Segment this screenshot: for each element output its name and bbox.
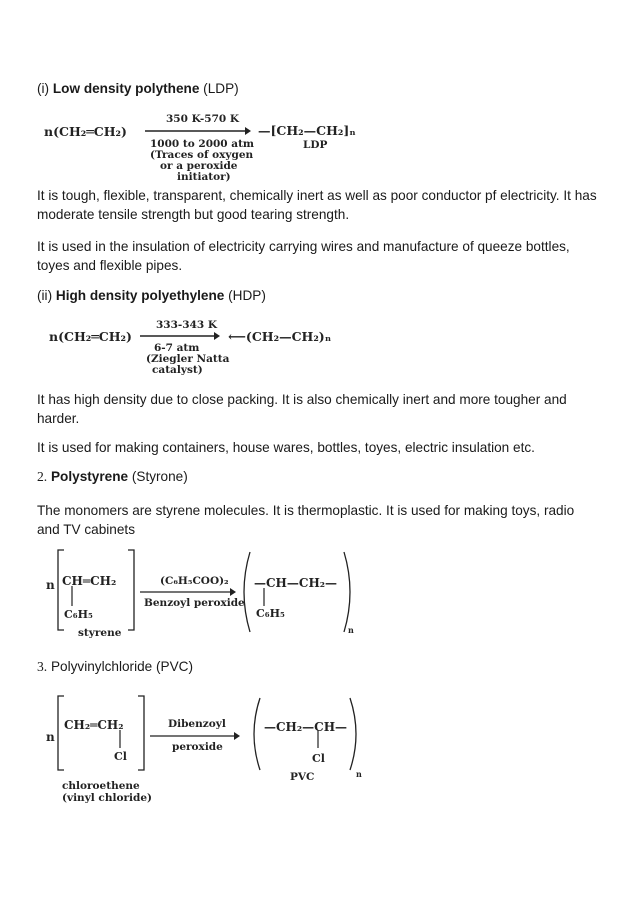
pvc-monomer-label1: chloroethene [62, 780, 140, 792]
pvc-monomer-label2: (vinyl chloride) [62, 792, 152, 804]
polystyrene-monomer-label: styrene [78, 627, 122, 639]
ldp-cond-bottom-2: or a peroxide [160, 160, 238, 172]
polystyrene-brackets [54, 548, 364, 638]
pvc-n: n [46, 730, 55, 744]
hdp-para2: It is used for making containers, house wares, bottles, toyes, electric insulation etc. [37, 440, 535, 455]
polystyrene-title: Polystyrene [50, 469, 129, 484]
hdp-title: High density polyethylene [55, 288, 225, 303]
hdp-cond-top: 333-343 K [156, 319, 217, 331]
polystyrene-num: 2. [37, 469, 48, 484]
ldp-reactant: n(CH₂═CH₂) [44, 124, 127, 139]
hdp-num: (ii) [37, 288, 53, 303]
pvc-monomer-sub: Cl [114, 750, 127, 763]
hdp-product: ⟵(CH₂—CH₂)ₙ [228, 329, 332, 344]
polystyrene-poly-top: —CH—CH₂— [254, 576, 338, 590]
pvc-heading [37, 657, 193, 676]
ldp-para2: It is used in the insulation of electricity carrying wires and manufacture of queeze bottles, toyes and flexible pipes. [37, 239, 570, 273]
polystyrene-cond-top: (C₆H₅COO)₂ [160, 575, 229, 587]
ldp-para1: It is tough, flexible, transparent, chemically inert as well as poor conductor pf electricity. It has moderate tensile strength but good tearing strength. [37, 188, 597, 222]
hdp-arrow [140, 332, 220, 340]
pvc-cond-bottom: peroxide [172, 741, 223, 753]
ldp-arrow [145, 127, 251, 135]
ldp-cond-bottom-0: 1000 to 2000 atm [150, 138, 255, 150]
hdp-heading [37, 286, 266, 305]
ldp-title: Low density polythene [52, 81, 200, 96]
polystyrene-cond-bottom: Benzoyl peroxide [144, 597, 245, 609]
hdp-reactant: n(CH₂═CH₂) [49, 329, 132, 344]
hdp-cond-bottom-0: 6-7 atm [154, 342, 200, 354]
pvc-brackets [54, 694, 364, 778]
polystyrene-poly-sub: C₆H₅ [256, 607, 285, 620]
hdp-para1: It has high density due to close packing. It is also chemically inert and more tougher and harder. [37, 392, 567, 426]
ldp-heading [37, 79, 239, 98]
polystyrene-para1: The monomers are styrene molecules. It is thermoplastic. It is used for making toys, radio and TV cabinets [37, 503, 575, 537]
polystyrene-abbr: (Styrone) [131, 469, 188, 484]
ldp-num: (i) [37, 81, 50, 96]
pvc-poly-n: n [356, 769, 362, 779]
hdp-abbr: (HDP) [228, 288, 266, 303]
ldp-product-label: LDP [303, 139, 328, 151]
pvc-monomer-top: CH₂═CH₂ [64, 718, 124, 732]
polystyrene-poly-n: n [348, 625, 354, 635]
pvc-num: 3. [37, 659, 48, 674]
pvc-cond-top: Dibenzoyl [168, 718, 226, 730]
hdp-cond-bottom-2: catalyst) [152, 364, 203, 376]
pvc-title: Polyvinylchloride (PVC) [50, 659, 194, 674]
pvc-poly-label: PVC [290, 771, 315, 783]
pvc-poly-top: —CH₂—CH— [264, 720, 348, 734]
polystyrene-monomer-sub: C₆H₅ [64, 608, 93, 621]
hdp-cond-bottom-1: (Ziegler Natta [146, 353, 230, 365]
polystyrene-heading [37, 467, 188, 486]
ldp-cond-bottom-3: initiator) [177, 171, 231, 183]
ldp-abbr: (LDP) [203, 81, 239, 96]
ldp-product: —[CH₂—CH₂]ₙ [258, 123, 356, 138]
ldp-cond-bottom-1: (Traces of oxygen [150, 149, 254, 161]
pvc-poly-sub: Cl [312, 752, 325, 765]
polystyrene-n: n [46, 578, 55, 592]
polystyrene-monomer-top: CH═CH₂ [62, 574, 117, 588]
ldp-cond-top: 350 K-570 K [166, 113, 239, 125]
